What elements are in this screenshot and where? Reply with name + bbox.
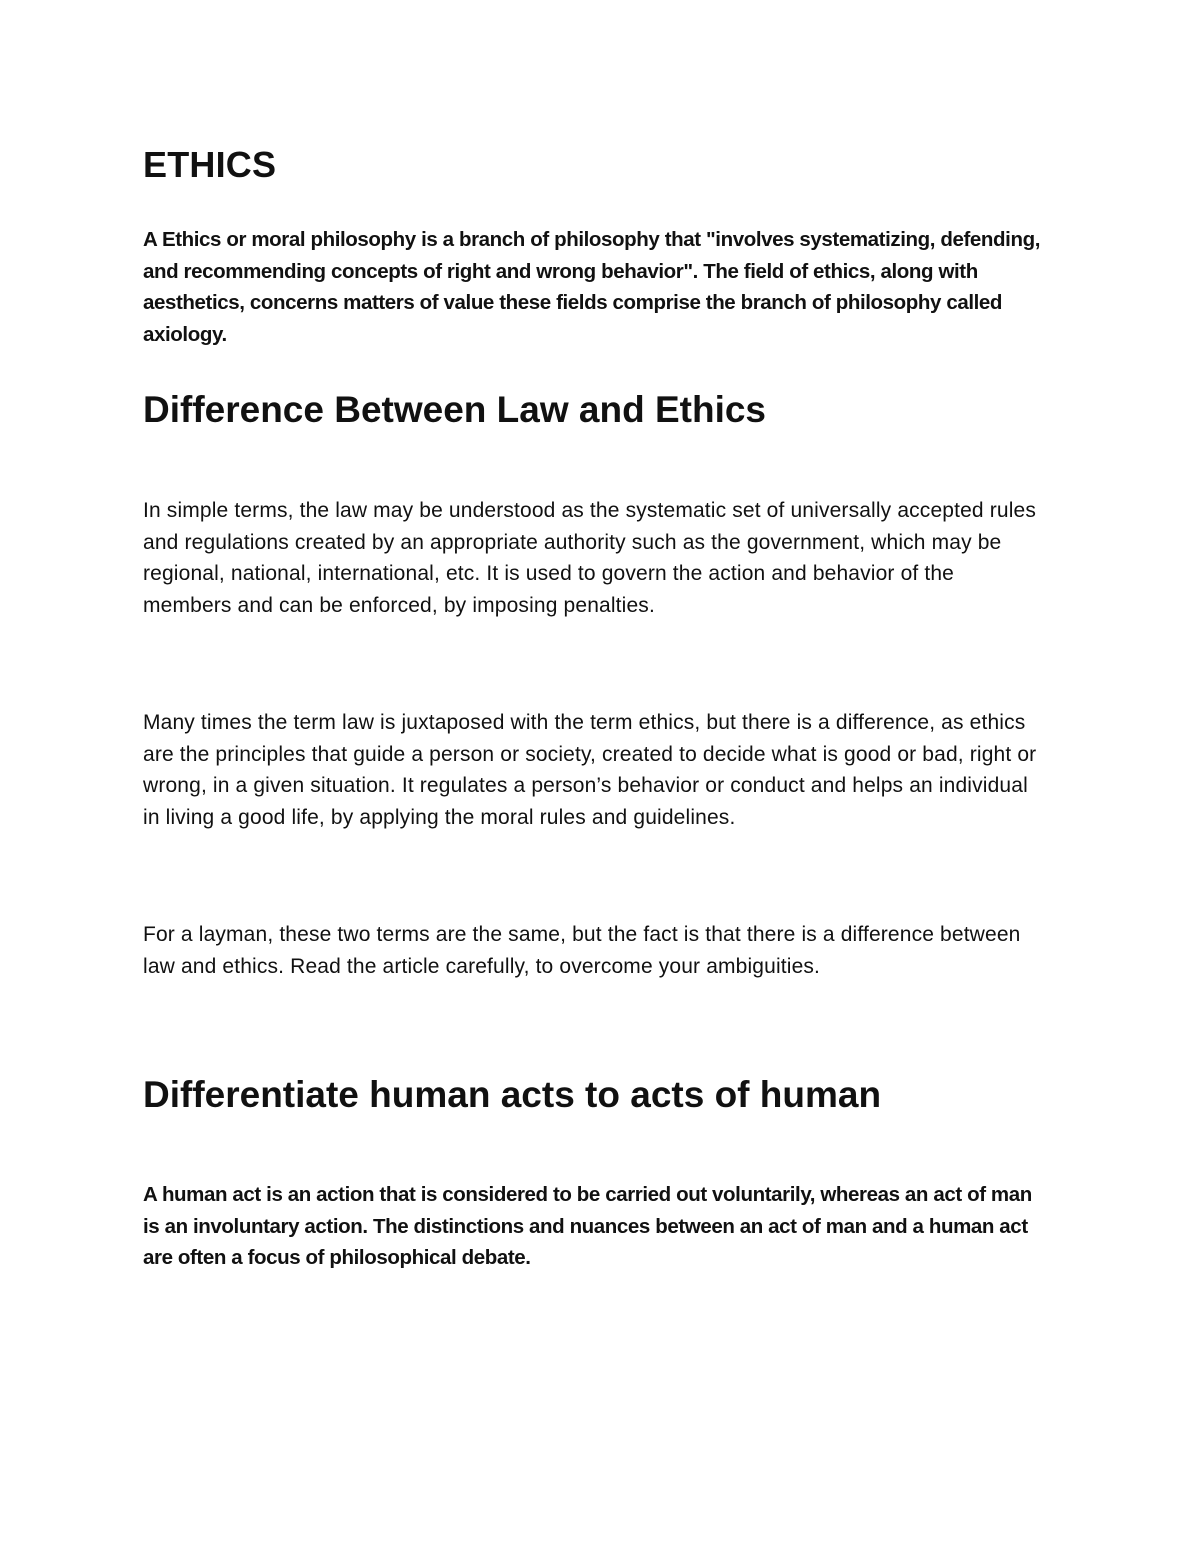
ethics-definition-paragraph: Many times the term law is juxtaposed with the term ethics, but there is a difference, as ethics are the principles that guide a person or society, created to decide what is good or bad, right or wrong, in a given situation. It regulates a person’s behavior or conduct and helps an individual in living a good life, by applying the moral rules and guidelines. [143, 711, 1037, 829]
section-heading-human-acts: Differentiate human acts to acts of human [143, 1074, 882, 1115]
layman-paragraph: For a layman, these two terms are the same, but the fact is that there is a difference between law and ethics. Read the article carefully, to overcome your ambiguities. [143, 923, 1021, 978]
law-definition-paragraph: In simple terms, the law may be understood as the systematic set of universally accepted rules and regulations created by an appropriate authority such as the government, which may be regional, national, international, etc. It is used to govern the action and behavior of the members and can be enforced, by imposing penalties. [143, 499, 1037, 617]
human-acts-paragraph: A human act is an action that is considered to be carried out voluntarily, whereas an act of man is an involuntary action. The distinctions and nuances between an act of man and a human act are often a focus of philosophical debate. [143, 1183, 1032, 1269]
document-title: ETHICS [143, 144, 277, 185]
section-heading-law-ethics: Difference Between Law and Ethics [143, 389, 767, 430]
intro-paragraph: A Ethics or moral philosophy is a branch of philosophy that "involves systematizing, defending, and recommending concepts of right and wrong behavior". The field of ethics, along with aesthetics, concerns matters of value these fields comprise the branch of philosophy called axiology. [143, 228, 1041, 346]
